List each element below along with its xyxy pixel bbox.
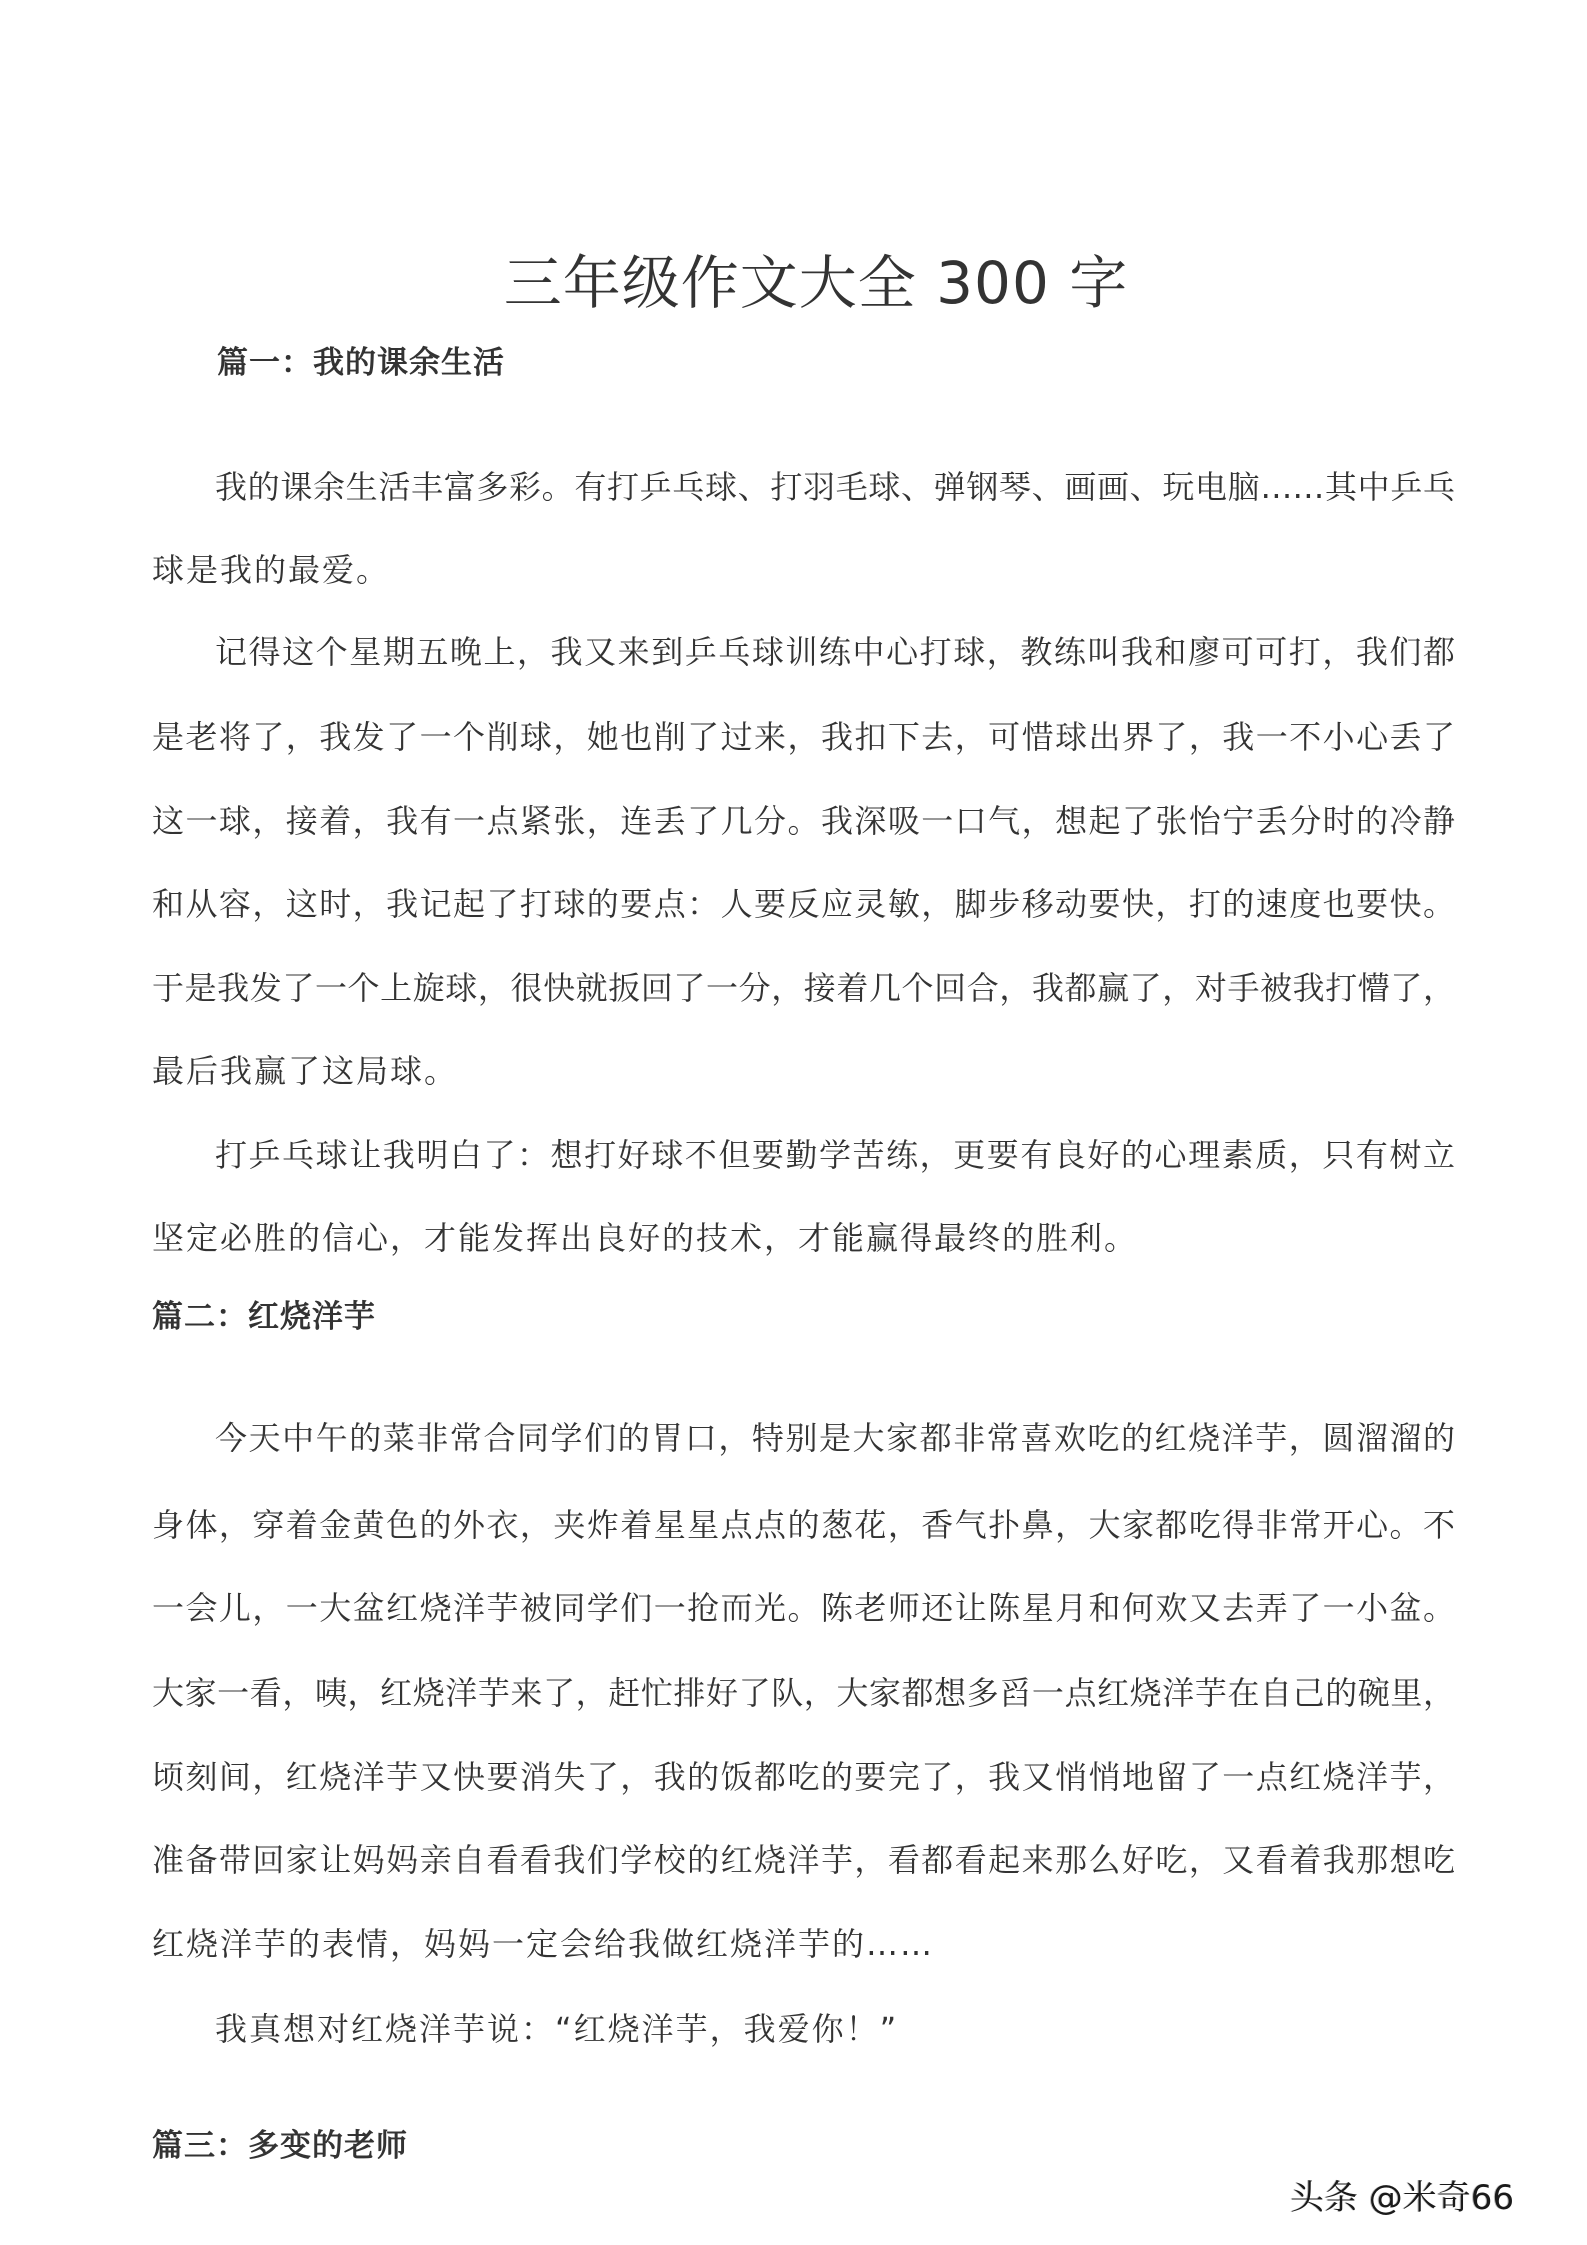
paragraph-line: 我真想对红烧洋芋说：“红烧洋芋，我爱你！” (215, 2010, 899, 2048)
section-heading: 篇一：我的课余生活 (217, 345, 505, 381)
watermark: 头条 @米奇66 (1290, 2178, 1515, 2218)
paragraph-line: 一会儿，一大盆红烧洋芋被同学们一抢而光。陈老师还让陈星月和何欢又去弄了一小盆。 (152, 1589, 1455, 1627)
paragraph-line: 和从容，这时，我记起了打球的要点：人要反应灵敏，脚步移动要快，打的速度也要快。 (152, 885, 1455, 923)
paragraph-line: 这一球，接着，我有一点紧张，连丢了几分。我深吸一口气，想起了张怡宁丢分时的冷静 (152, 802, 1455, 840)
document-title: 三年级作文大全 300 字 (503, 248, 1129, 317)
paragraph-line: 于是我发了一个上旋球，很快就扳回了一分，接着几个回合，我都赢了，对手被我打懵了， (152, 969, 1455, 1007)
paragraph-line: 最后我赢了这局球。 (152, 1052, 459, 1090)
paragraph-line: 红烧洋芋的表情，妈妈一定会给我做红烧洋芋的…… (152, 1925, 935, 1963)
section-heading: 篇二：红烧洋芋 (152, 1299, 376, 1335)
paragraph-line: 身体，穿着金黄色的外衣，夹炸着星星点点的葱花，香气扑鼻，大家都吃得非常开心。不 (152, 1506, 1455, 1544)
paragraph-line: 今天中午的菜非常合同学们的胃口，特别是大家都非常喜欢吃的红烧洋芋，圆溜溜的 (215, 1419, 1455, 1457)
paragraph-line: 球是我的最爱。 (152, 551, 391, 589)
paragraph-line: 打乒乓球让我明白了：想打好球不但要勤学苦练，更要有良好的心理素质，只有树立 (215, 1136, 1455, 1174)
paragraph-line: 准备带回家让妈妈亲自看看我们学校的红烧洋芋，看都看起来那么好吃，又看着我那想吃 (152, 1841, 1455, 1879)
paragraph-line: 是老将了，我发了一个削球，她也削了过来，我扣下去，可惜球出界了，我一不小心丢了 (152, 718, 1455, 756)
paragraph-line: 记得这个星期五晚上，我又来到乒乓球训练中心打球，教练叫我和廖可可打，我们都 (215, 633, 1455, 671)
paragraph-line: 顷刻间，红烧洋芋又快要消失了，我的饭都吃的要完了，我又悄悄地留了一点红烧洋芋， (152, 1758, 1455, 1796)
paragraph-line: 大家一看，咦，红烧洋芋来了，赶忙排好了队，大家都想多舀一点红烧洋芋在自己的碗里， (152, 1674, 1455, 1712)
paragraph-line: 我的课余生活丰富多彩。有打乒乓球、打羽毛球、弹钢琴、画画、玩电脑……其中乒乓 (215, 468, 1455, 506)
section-heading: 篇三：多变的老师 (152, 2128, 408, 2164)
paragraph-line: 坚定必胜的信心，才能发挥出良好的技术，才能赢得最终的胜利。 (152, 1219, 1139, 1257)
